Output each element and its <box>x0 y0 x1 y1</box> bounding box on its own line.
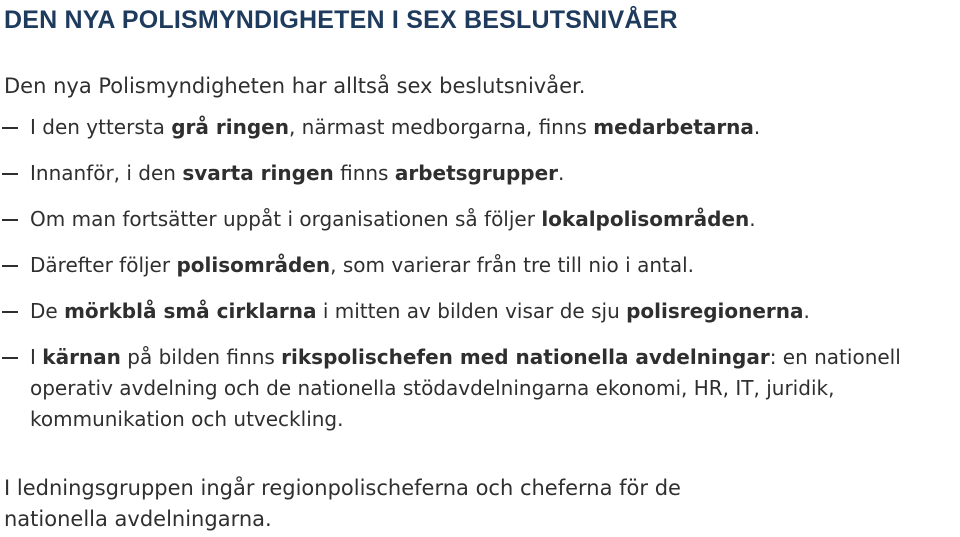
bold-text: arbetsgrupper <box>394 161 559 185</box>
bullet-item <box>0 250 960 281</box>
closing-line: nationella avdelningarna. <box>4 507 272 531</box>
bold-text: grå ringen <box>171 115 289 139</box>
text: De <box>30 299 65 323</box>
intro-paragraph: Den nya Polismyndigheten har alltså sex beslutsnivåer. <box>4 74 586 98</box>
text: finns <box>333 161 395 185</box>
dash-bullet-icon <box>2 219 18 221</box>
text: : en nationell <box>769 345 901 369</box>
text: . <box>753 115 761 139</box>
bold-text: polisregionerna <box>626 299 804 323</box>
bullet-item <box>0 296 960 327</box>
bold-text: kärnan <box>42 345 121 369</box>
bullet-item <box>0 158 960 189</box>
text: kommunikation och utveckling. <box>30 407 344 431</box>
closing-line: I ledningsgruppen ingår regionpolischeferna och cheferna för de <box>4 476 681 500</box>
text: på bilden finns <box>120 345 282 369</box>
bullet-item <box>0 204 960 235</box>
text: Innanför, i den <box>30 161 183 185</box>
bullet-item <box>0 342 960 435</box>
bullet-list <box>0 112 960 450</box>
text: , närmast medborgarna, finns <box>288 115 594 139</box>
page-title: DEN NYA POLISMYNDIGHETEN I SEX BESLUTSNIVÅER <box>4 6 678 34</box>
dash-bullet-icon <box>2 357 18 359</box>
bold-text: medarbetarna <box>593 115 754 139</box>
text: operativ avdelning och de nationella stödavdelningarna ekonomi, HR, IT, juridik, <box>30 376 835 400</box>
closing-paragraph <box>4 473 681 535</box>
text: i mitten av bilden visar de sju <box>316 299 627 323</box>
dash-bullet-icon <box>2 173 18 175</box>
bold-text: mörkblå små cirklarna <box>64 299 317 323</box>
text: I den yttersta <box>30 115 172 139</box>
bold-text: lokalpolisområden <box>541 207 750 231</box>
bold-text: svarta ringen <box>182 161 334 185</box>
text: Därefter följer <box>30 253 177 277</box>
bullet-item <box>0 112 960 143</box>
dash-bullet-icon <box>2 265 18 267</box>
text: Om man fortsätter uppåt i organisationen så följer <box>30 207 542 231</box>
bold-text: polisområden <box>176 253 331 277</box>
text: I <box>30 345 43 369</box>
dash-bullet-icon <box>2 311 18 313</box>
text: . <box>558 161 565 185</box>
dash-bullet-icon <box>2 127 18 129</box>
bold-text: rikspolischefen med nationella avdelningar <box>281 345 770 369</box>
text: , som varierar från tre till nio i antal. <box>330 253 695 277</box>
text: . <box>803 299 810 323</box>
text: . <box>749 207 756 231</box>
